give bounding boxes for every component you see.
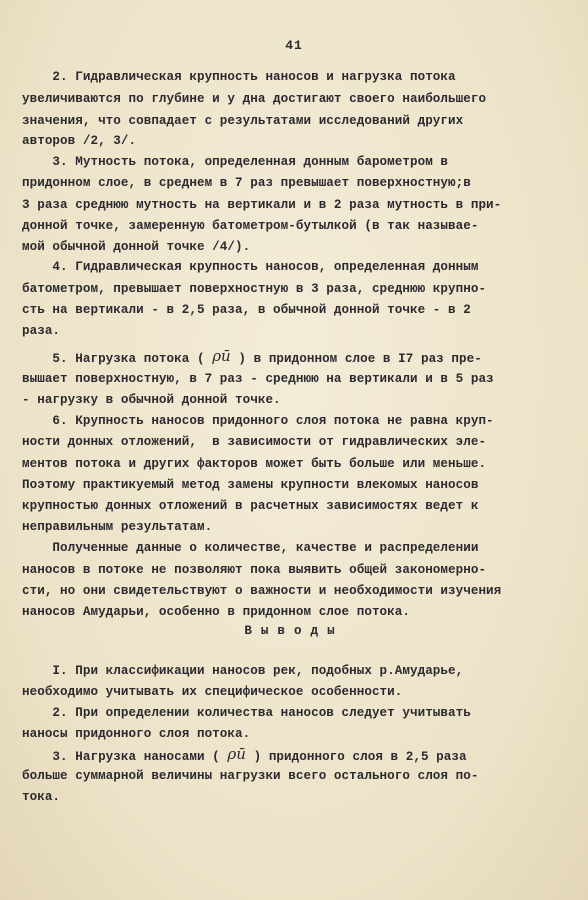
text-line: 3 раза среднюю мутность на вертикали и в 2 раза мутность в при- [22,198,502,212]
text-line: сть на вертикали - в 2,5 раза, в обычной донной точке - в 2 [22,303,471,317]
text-fragment: ) придонного слоя в 2,5 раза [246,750,467,764]
text-line-with-formula [22,745,467,764]
text-line-with-formula [22,347,482,366]
text-line: Поэтому практикуемый метод замены крупности влекомых наносов [22,478,479,492]
text-line: наносов Амударьи, особенно в придонном слое потока. [22,605,410,619]
text-line: придонном слое, в среднем в 7 раз превышает поверхностную;в [22,176,471,190]
section-heading-conclusions: Выводы [244,624,344,638]
text-line: Полученные данные о количестве, качестве и распределении [22,541,479,555]
text-line: донной точке, замеренную батометром-бутылкой (в так называе- [22,219,479,233]
page-number: 41 [285,38,303,53]
text-line: необходимо учитывать их специфическое особенности. [22,685,403,699]
text-line: 3. Мутность потока, определенная донным барометром в [22,155,449,169]
text-fragment: 3. Нагрузка наносами ( [22,750,228,764]
text-line: ментов потока и других факторов может быть больше или меньше. [22,457,487,471]
text-line: наносов в потоке не позволяют пока выявить общей закономерно- [22,563,487,577]
formula-rho-u: ρū [212,347,231,365]
text-line: ности донных отложений, в зависимости от гидравлических эле- [22,435,487,449]
text-line: сти, но они свидетельствуют о важности и необходимости изучения [22,584,502,598]
text-line: значения, что совпадает с результатами исследований других [22,114,464,128]
text-fragment: 5. Нагрузка потока ( [22,352,213,366]
text-line: - нагрузку в обычной донной точке. [22,393,281,407]
text-line: мой обычной донной точке /4/). [22,240,251,254]
text-line: крупностью донных отложений в расчетных зависимостях ведет к [22,499,479,513]
text-line: I. При классификации наносов рек, подобных р.Амударье, [22,664,464,678]
text-line: неправильным результатам. [22,520,213,534]
formula-rho-u: ρū [227,745,246,763]
text-line: увеличиваются по глубине и у дна достигают своего наибольшего [22,92,487,106]
text-line: больше суммарной величины нагрузки всего остального слоя по- [22,769,479,783]
text-line: батометром, превышает поверхностную в 3 раза, среднюю крупно- [22,282,487,296]
text-line: 2. Гидравлическая крупность наносов и нагрузка потока [22,70,456,84]
text-line: 6. Крупность наносов придонного слоя потока не равна круп- [22,414,494,428]
text-line: авторов /2, 3/. [22,134,137,148]
text-line: 4. Гидравлическая крупность наносов, определенная донным [22,260,479,274]
text-line: тока. [22,790,61,804]
text-line: 2. При определении количества наносов следует учитывать [22,706,471,720]
text-line: раза. [22,324,61,338]
text-fragment: ) в придонном слое в I7 раз пре- [230,352,482,366]
text-line: вышает поверхностную, в 7 раз - среднюю на вертикали и в 5 раз [22,372,494,386]
text-line: наносы придонного слоя потока. [22,727,251,741]
